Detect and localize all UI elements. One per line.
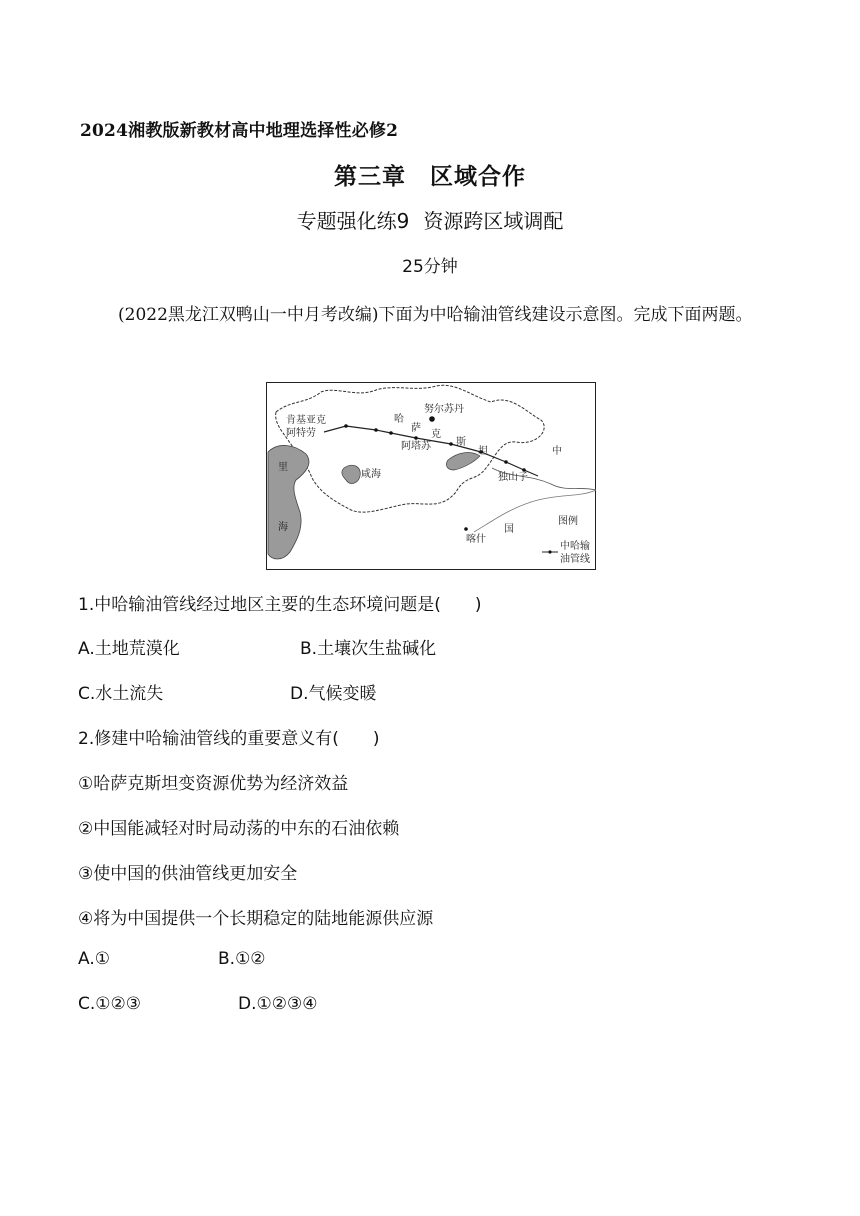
legend-station: [548, 550, 551, 553]
q2-option-d: D.①②③④: [238, 994, 318, 1014]
question-2-stem: 2.修建中哈输油管线的重要意义有( ): [78, 729, 380, 749]
pipeline-station: [504, 460, 508, 464]
label-china-2: 国: [504, 524, 514, 535]
kashgar-marker: [464, 527, 468, 531]
chapter-name: 区域合作: [430, 164, 526, 190]
q1-option-c: C.水土流失: [78, 684, 164, 704]
q2-statement-1: ①哈萨克斯坦变资源优势为经济效益: [78, 774, 349, 794]
legend-title: 图例: [558, 516, 578, 527]
q2-statement-3: ③使中国的供油管线更加安全: [78, 864, 298, 884]
label-kazakhstan-4: 斯: [456, 437, 466, 448]
label-kenkiyak: 肯基亚克: [286, 415, 326, 426]
nursultan-marker: [429, 416, 435, 422]
section-subtitle: [0, 205, 860, 234]
legend-item-2: 油管线: [560, 554, 590, 565]
label-dushanzi: 独山子: [498, 472, 528, 483]
chapter-title: [0, 158, 860, 191]
label-china-1: 中: [552, 446, 562, 457]
q1-option-a: A.土地荒漠化: [78, 639, 180, 659]
question-1-stem: 1.中哈输油管线经过地区主要的生态环境问题是( ): [78, 595, 482, 615]
pipeline-station: [449, 442, 453, 446]
label-kazakhstan-1: 哈: [394, 414, 404, 425]
label-caspian-1: 里: [278, 462, 288, 473]
label-kazakhstan-2: 萨: [411, 423, 421, 434]
pipeline-map: [266, 382, 596, 570]
label-nursultan: 努尔苏丹: [424, 404, 464, 415]
q2-option-c: C.①②③: [78, 994, 141, 1014]
q2-statement-4: ④将为中国提供一个长期稳定的陆地能源供应源: [78, 909, 434, 929]
legend-item-1: 中哈输: [560, 541, 590, 552]
q2-option-a: A.①: [78, 949, 110, 969]
subtitle-topic: 专题强化练9: [296, 209, 410, 233]
pipeline-station: [389, 431, 393, 435]
series-title: 2024湘教版新教材高中地理选择性必修2: [80, 121, 399, 141]
label-aral: 咸海: [361, 469, 381, 480]
q1-option-d: D.气候变暖: [290, 684, 377, 704]
pipeline-station: [374, 428, 378, 432]
subtitle-name: 资源跨区域调配: [423, 209, 564, 233]
q2-statement-2: ②中国能减轻对时局动荡的中东的石油依赖: [78, 819, 400, 839]
chapter-number: 第三章: [334, 164, 406, 190]
intro-paragraph: [80, 292, 780, 339]
label-kazakhstan-5: 坦: [478, 446, 488, 457]
pipeline-station: [414, 436, 418, 440]
duration-label: 25分钟: [402, 257, 458, 277]
label-atyrau: 阿特劳: [286, 428, 316, 439]
intro-text: 下面为中哈输油管线建设示意图。完成下面两题。: [378, 305, 753, 325]
label-kazakhstan-3: 克: [431, 429, 441, 440]
label-atasu: 阿塔苏: [401, 441, 431, 452]
pipeline-station: [344, 424, 348, 428]
q1-option-b: B.土壤次生盐碱化: [300, 639, 437, 659]
intro-source: (2022黑龙江双鸭山一中月考改编): [118, 305, 379, 325]
label-kashgar: 喀什: [466, 534, 486, 545]
q2-option-b: B.①②: [218, 949, 266, 969]
label-caspian-2: 海: [278, 522, 288, 533]
